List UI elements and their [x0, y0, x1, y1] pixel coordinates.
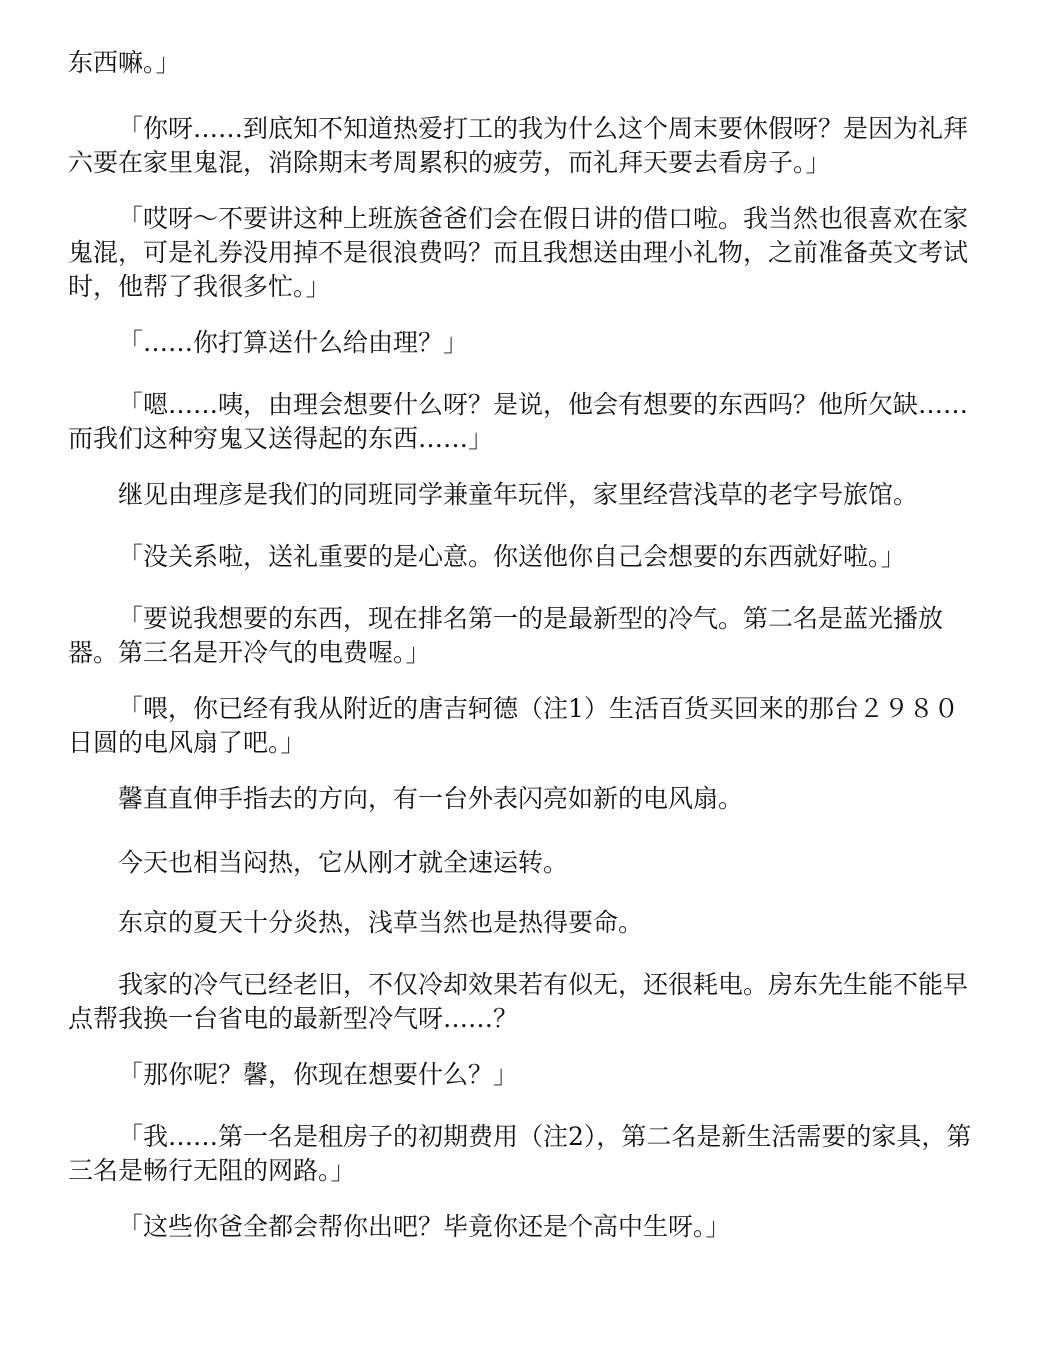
paragraph-2: 「你呀……到底知不知道热爱打工的我为什么这个周末要休假呀？是因为礼拜六要在家里鬼混，消除期末考周累积的疲劳，而礼拜天要去看房子。」	[68, 114, 969, 177]
paragraph-9: 「喂，你已经有我从附近的唐吉轲德（注1）生活百货买回来的那台２９８０日圆的电风扇了吧。」	[68, 694, 959, 757]
paragraph-6: 继见由理彦是我们的同班同学兼童年玩伴，家里经营浅草的老字号旅馆。	[118, 480, 919, 509]
paragraph-16: 「这些你爸全都会帮你出吧？毕竟你还是个高中生呀。」	[118, 1212, 731, 1241]
paragraph-15: 「我……第一名是租房子的初期费用（注2），第二名是新生活需要的家具，第三名是畅行无阻的网路。」	[68, 1122, 972, 1185]
paragraph-3: 「哎呀～不要讲这种上班族爸爸们会在假日讲的借口啦。我当然也很喜欢在家鬼混，可是礼券没用掉不是很浪费吗？而且我想送由理小礼物，之前准备英文考试时，他帮了我很多忙。」	[68, 204, 969, 301]
paragraph-14: 「那你呢？馨，你现在想要什么？」	[118, 1060, 519, 1089]
paragraph-10: 馨直直伸手指去的方向，有一台外表闪亮如新的电风扇。	[118, 784, 744, 813]
paragraph-5: 「嗯……咦，由理会想要什么呀？是说，他会有想要的东西吗？他所欠缺……而我们这种穷鬼又送得起的东西……」	[68, 390, 969, 453]
paragraph-13: 我家的冷气已经老旧，不仅冷却效果若有似无，还很耗电。房东先生能不能早点帮我换一台省电的最新型冷气呀……？	[68, 970, 969, 1033]
paragraph-12: 东京的夏天十分炎热，浅草当然也是热得要命。	[118, 908, 644, 937]
paragraph-11: 今天也相当闷热，它从刚才就全速运转。	[118, 848, 569, 877]
paragraph-4: 「……你打算送什么给由理？」	[118, 328, 469, 357]
paragraph-8: 「要说我想要的东西，现在排名第一的是最新型的冷气。第二名是蓝光播放器。第三名是开冷气的电费喔。」	[68, 604, 944, 667]
paragraph-1: 东西嘛。」	[68, 48, 181, 77]
paragraph-7: 「没关系啦，送礼重要的是心意。你送他你自己会想要的东西就好啦。」	[118, 542, 906, 571]
